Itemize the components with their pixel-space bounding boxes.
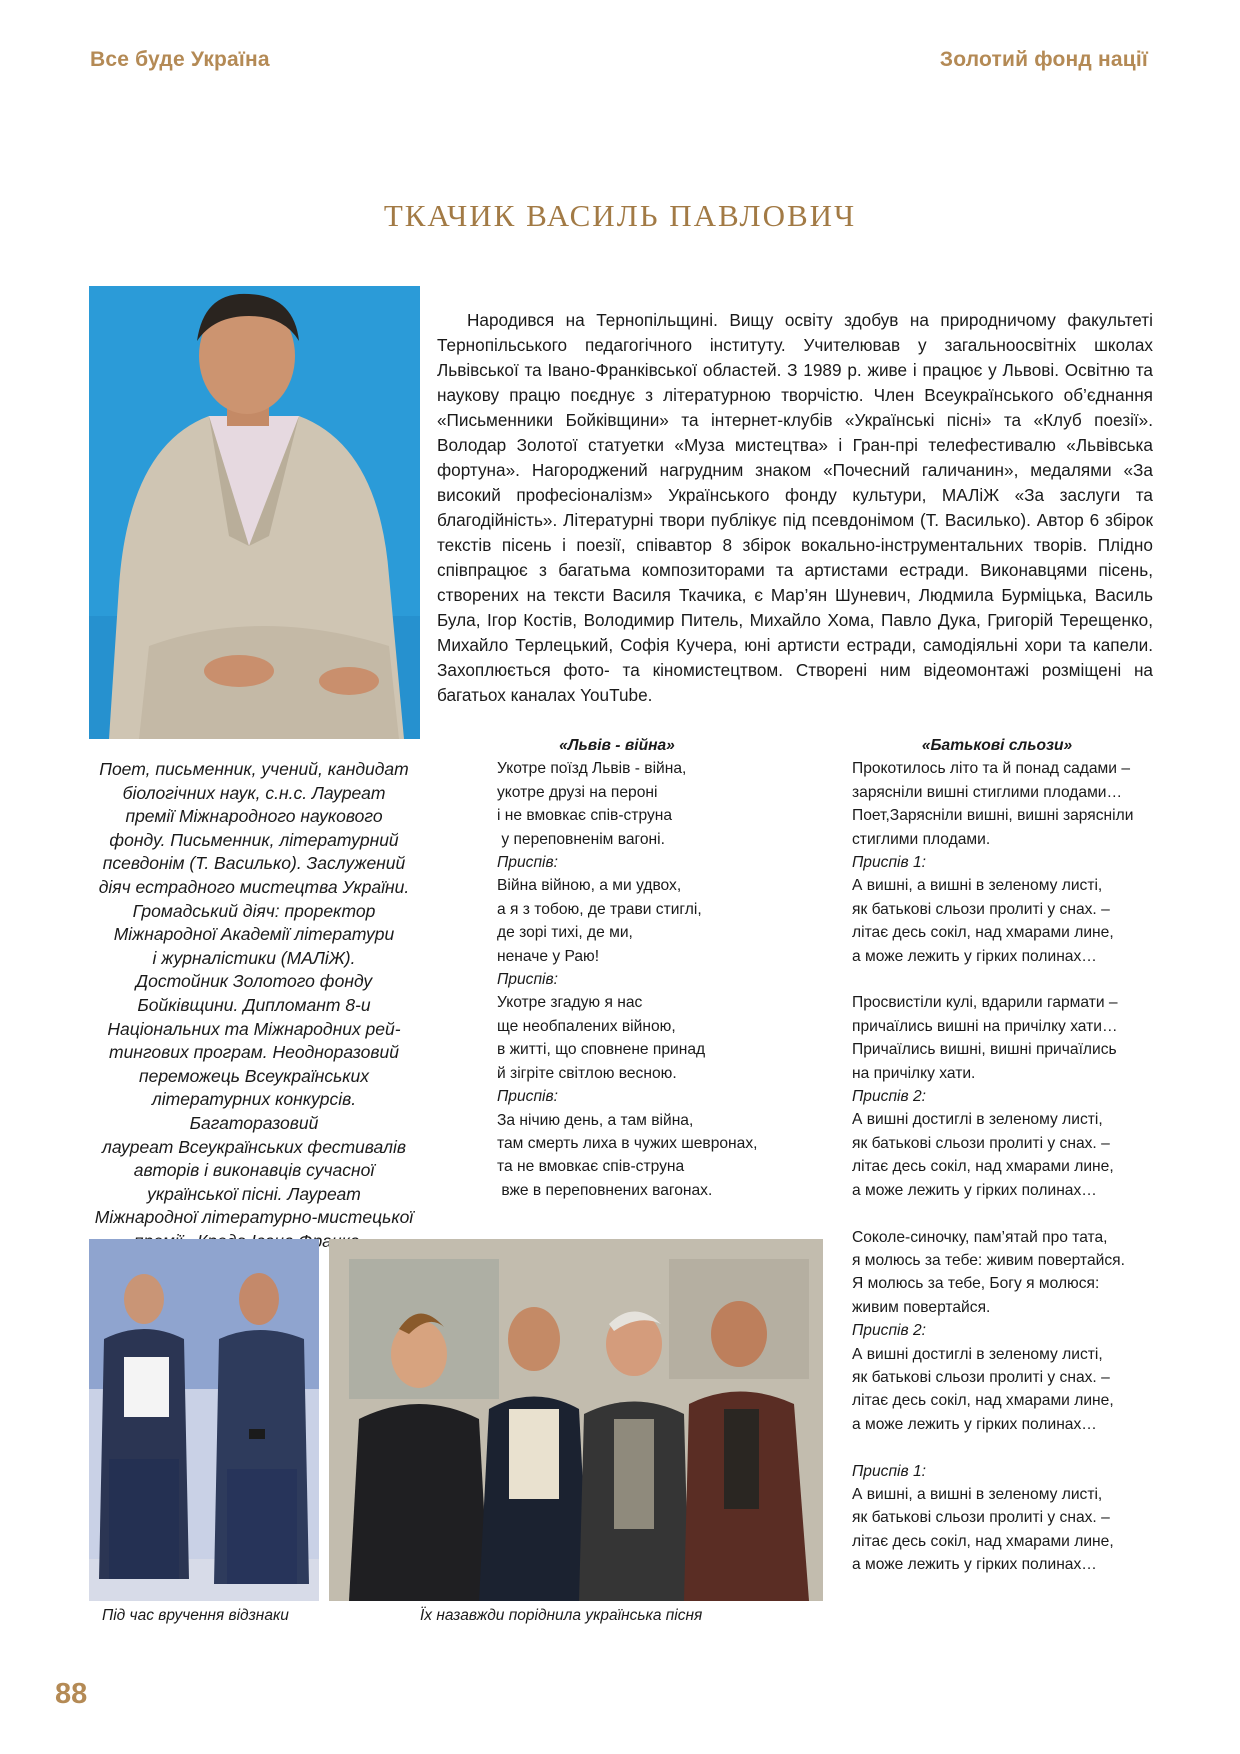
poem-line: А вишні достиглі в зеленому листі, xyxy=(852,1345,1103,1363)
caption-line: літературних конкурсів. Багаторазовий xyxy=(151,1089,357,1133)
caption-line: Національних та Міжнародних рей- xyxy=(107,1018,401,1039)
poem-line: літає десь сокіл, над хмарами лине, xyxy=(852,1158,1114,1176)
poem-line: стиглими плодами. xyxy=(852,830,991,848)
poem-line: причаїлись вишні на причілку хати… xyxy=(852,1017,1118,1035)
poem-line: де зорі тихі, де ми, xyxy=(497,924,633,942)
award-photo xyxy=(89,1239,319,1601)
poem-line: Прокотилось літо та й понад садами – xyxy=(852,760,1130,778)
caption-line: біологічних наук, с.н.с. Лауреат xyxy=(122,782,386,803)
poem-line: ще необпалених війною, xyxy=(497,1017,676,1035)
poem-refrain-label: Приспів: xyxy=(497,1088,558,1106)
poem-line: Я молюсь за тебе, Богу я молюся: xyxy=(852,1275,1100,1293)
poem-line: там смерть лиха в чужих шевронах, xyxy=(497,1134,758,1152)
poem-line: А вишні, а вишні в зеленому листі, xyxy=(852,1485,1103,1503)
page-number: 88 xyxy=(55,1678,88,1710)
poem-line: і не вмовкає спів-струна xyxy=(497,807,673,825)
poem-line: а може лежить у гірких полинах… xyxy=(852,1181,1097,1199)
poem-refrain-label: Приспів 1: xyxy=(852,1462,926,1480)
poem-line: А вишні, а вишні в зеленому листі, xyxy=(852,877,1103,895)
poem-line: За нічию день, а там війна, xyxy=(497,1111,694,1129)
poem-batkovi-slozy xyxy=(852,734,1162,1577)
poem-line: живим повертайся. xyxy=(852,1298,991,1316)
poem-line: як батькові сльози пролиті у снах. – xyxy=(852,1509,1110,1527)
caption-line: псевдонім (Т. Василько). Заслужений xyxy=(102,853,406,874)
poem-line: а я з тобою, де трави стиглі, xyxy=(497,900,702,918)
poem-line: та не вмовкає спів-струна xyxy=(497,1158,685,1176)
poem-line: Соколе-синочку, пам’ятай про тата, xyxy=(852,1228,1108,1246)
poem-line xyxy=(852,968,1162,991)
poem-line: укотре друзі на пероні xyxy=(497,783,658,801)
caption-line: діяч естрадного мистецтва України. xyxy=(98,876,410,897)
poem-line: у переповненім вагоні. xyxy=(497,830,665,848)
poem-line: як батькові сльози пролиті у снах. – xyxy=(852,900,1110,918)
poem-line: неначе у Раю! xyxy=(497,947,600,965)
caption-line: Поет, письменник, учений, кандидат xyxy=(99,759,409,779)
caption-line: премії Міжнародного наукового xyxy=(125,806,383,827)
poem-line: в житті, що сповнене принад xyxy=(497,1041,706,1059)
poem-line: літає десь сокіл, над хмарами лине, xyxy=(852,1392,1114,1410)
poem-title: «Батькові сльози» xyxy=(921,737,1073,754)
poem-line xyxy=(852,1436,1162,1459)
caption-line: Міжнародної Академії літератури xyxy=(113,924,395,945)
poem-title: «Львів - війна» xyxy=(559,737,675,754)
poem-refrain-label: Приспів 1: xyxy=(852,854,926,872)
caption-line: Громадський діяч: проректор xyxy=(132,900,376,921)
poem-line: на причілку хати. xyxy=(852,1064,976,1082)
group-photo xyxy=(329,1239,823,1601)
caption-line: Бойківщини. Дипломант 8-и xyxy=(137,994,371,1015)
caption-line: Міжнародної літературно-мистецької xyxy=(94,1207,414,1228)
poem-line: Укотре поїзд Львів - війна, xyxy=(497,760,687,778)
poem-line xyxy=(852,1202,1162,1225)
poem-line: Поет,Зарясніли вишні, вишні зарясніли xyxy=(852,807,1134,825)
poem-line: я молюсь за тебе: живим повертайся. xyxy=(852,1251,1125,1269)
poem-line: Просвистіли кулі, вдарили гармати – xyxy=(852,994,1118,1012)
portrait-photo xyxy=(89,286,420,739)
article-title: ТКАЧИК ВАСИЛЬ ПАВЛОВИЧ xyxy=(383,198,857,233)
biography-paragraph: Народився на Тернопільщині. Вищу освіту здобув на природничому факультеті Тернопільського педагогічного інституту. Учителював у загальноосвітніх школах Львівської та Івано-Франківської областей. З 1989 р. живе і працює у Львові. Освітню та наукову працю поєднує з літературною творчістю. Член Всеукраїнського об’єднання «Письменники Бойківщини» та інтернет-клубів «Українські пісні» та «Клуб поезії». Володар Золотої статуетки «Муза мистецтва» і Гран-прі телефестивалю «Львівська фортуна». Нагороджений нагрудним знаком «Почесний галичанин», медалями «За високий професіоналізм» Українського фонду культури, МАЛіЖ «За заслуги та благодійність». Літературні твори публікує під псевдонімом (Т. Василько). Автор 6 збірок текстів пісень і поезії, співавтор 8 збірок вокально-інструментальних творів. Плідно співпрацює з багатьма композиторами та артистами естради. Виконавцями пісень, створених на тексти Василя Ткачика, є Мар’ян Шуневич, Людмила Бурміцька, Василь Була, Ігор Костів, Володимир Питель, Михайло Хома, Павло Дука, Григорій Терещенко, Михайло Терлецький, Софія Кучера, юні артисти естради, самодіяльні хори та капели. Захоплюється фото- та кіномистецтвом. Створені ним відеомонтажі розміщені на багатьох каналах YouTube. xyxy=(437,310,1153,705)
poem-line: вже в переповнених вагонах. xyxy=(497,1181,713,1199)
caption-line: переможець Всеукраїнських xyxy=(138,1065,370,1086)
portrait-caption xyxy=(92,758,416,1253)
award-photo-caption: Під час вручення відзнаки xyxy=(102,1607,289,1624)
poem-refrain-label: Приспів: xyxy=(497,854,558,872)
poem-line: літає десь сокіл, над хмарами лине, xyxy=(852,1532,1114,1550)
poem-line: Війна війною, а ми удвох, xyxy=(497,877,682,895)
poem-line: а може лежить у гірких полинах… xyxy=(852,1556,1097,1574)
poem-line: Причаїлись вишні, вишні причаїлись xyxy=(852,1041,1117,1059)
poem-line: зарясніли вишні стиглими плодами… xyxy=(852,783,1123,801)
caption-line: тингових програм. Неодноразовий xyxy=(109,1042,399,1063)
poem-line: а може лежить у гірких полинах… xyxy=(852,947,1097,965)
poem-line: як батькові сльози пролиті у снах. – xyxy=(852,1134,1110,1152)
poem-line: Укотре згадую я нас xyxy=(497,994,643,1012)
poem-refrain-label: Приспів 2: xyxy=(852,1322,926,1340)
poem-line: А вишні достиглі в зеленому листі, xyxy=(852,1111,1103,1129)
caption-line: Достойник Золотого фонду xyxy=(135,971,373,992)
caption-line: лауреат Всеукраїнських фестивалів xyxy=(102,1136,406,1157)
caption-line: української пісні. Лауреат xyxy=(147,1183,361,1204)
poem-refrain-label: Приспів 2: xyxy=(852,1088,926,1106)
caption-line: авторів і виконавців сучасної xyxy=(133,1160,375,1181)
poem-line: а може лежить у гірких полинах… xyxy=(852,1415,1097,1433)
caption-line: і журналістики (МАЛіЖ). xyxy=(152,947,356,968)
running-header-left: Все буде Україна xyxy=(90,48,270,71)
poem-line: літає десь сокіл, над хмарами лине, xyxy=(852,924,1114,942)
group-photo-caption: Їх назавжди поріднила українська пісня xyxy=(420,1607,703,1624)
poem-line: як батькові сльози пролиті у снах. – xyxy=(852,1368,1110,1386)
poem-line: й зігріте світлою весною. xyxy=(497,1064,677,1082)
running-header-right: Золотий фонд нації xyxy=(939,48,1148,71)
caption-line: фонду. Письменник, літературний xyxy=(109,829,399,850)
poem-refrain-label: Приспів: xyxy=(497,971,558,989)
poem-lviv-viyna xyxy=(497,734,797,1202)
biography-text xyxy=(437,308,1153,708)
